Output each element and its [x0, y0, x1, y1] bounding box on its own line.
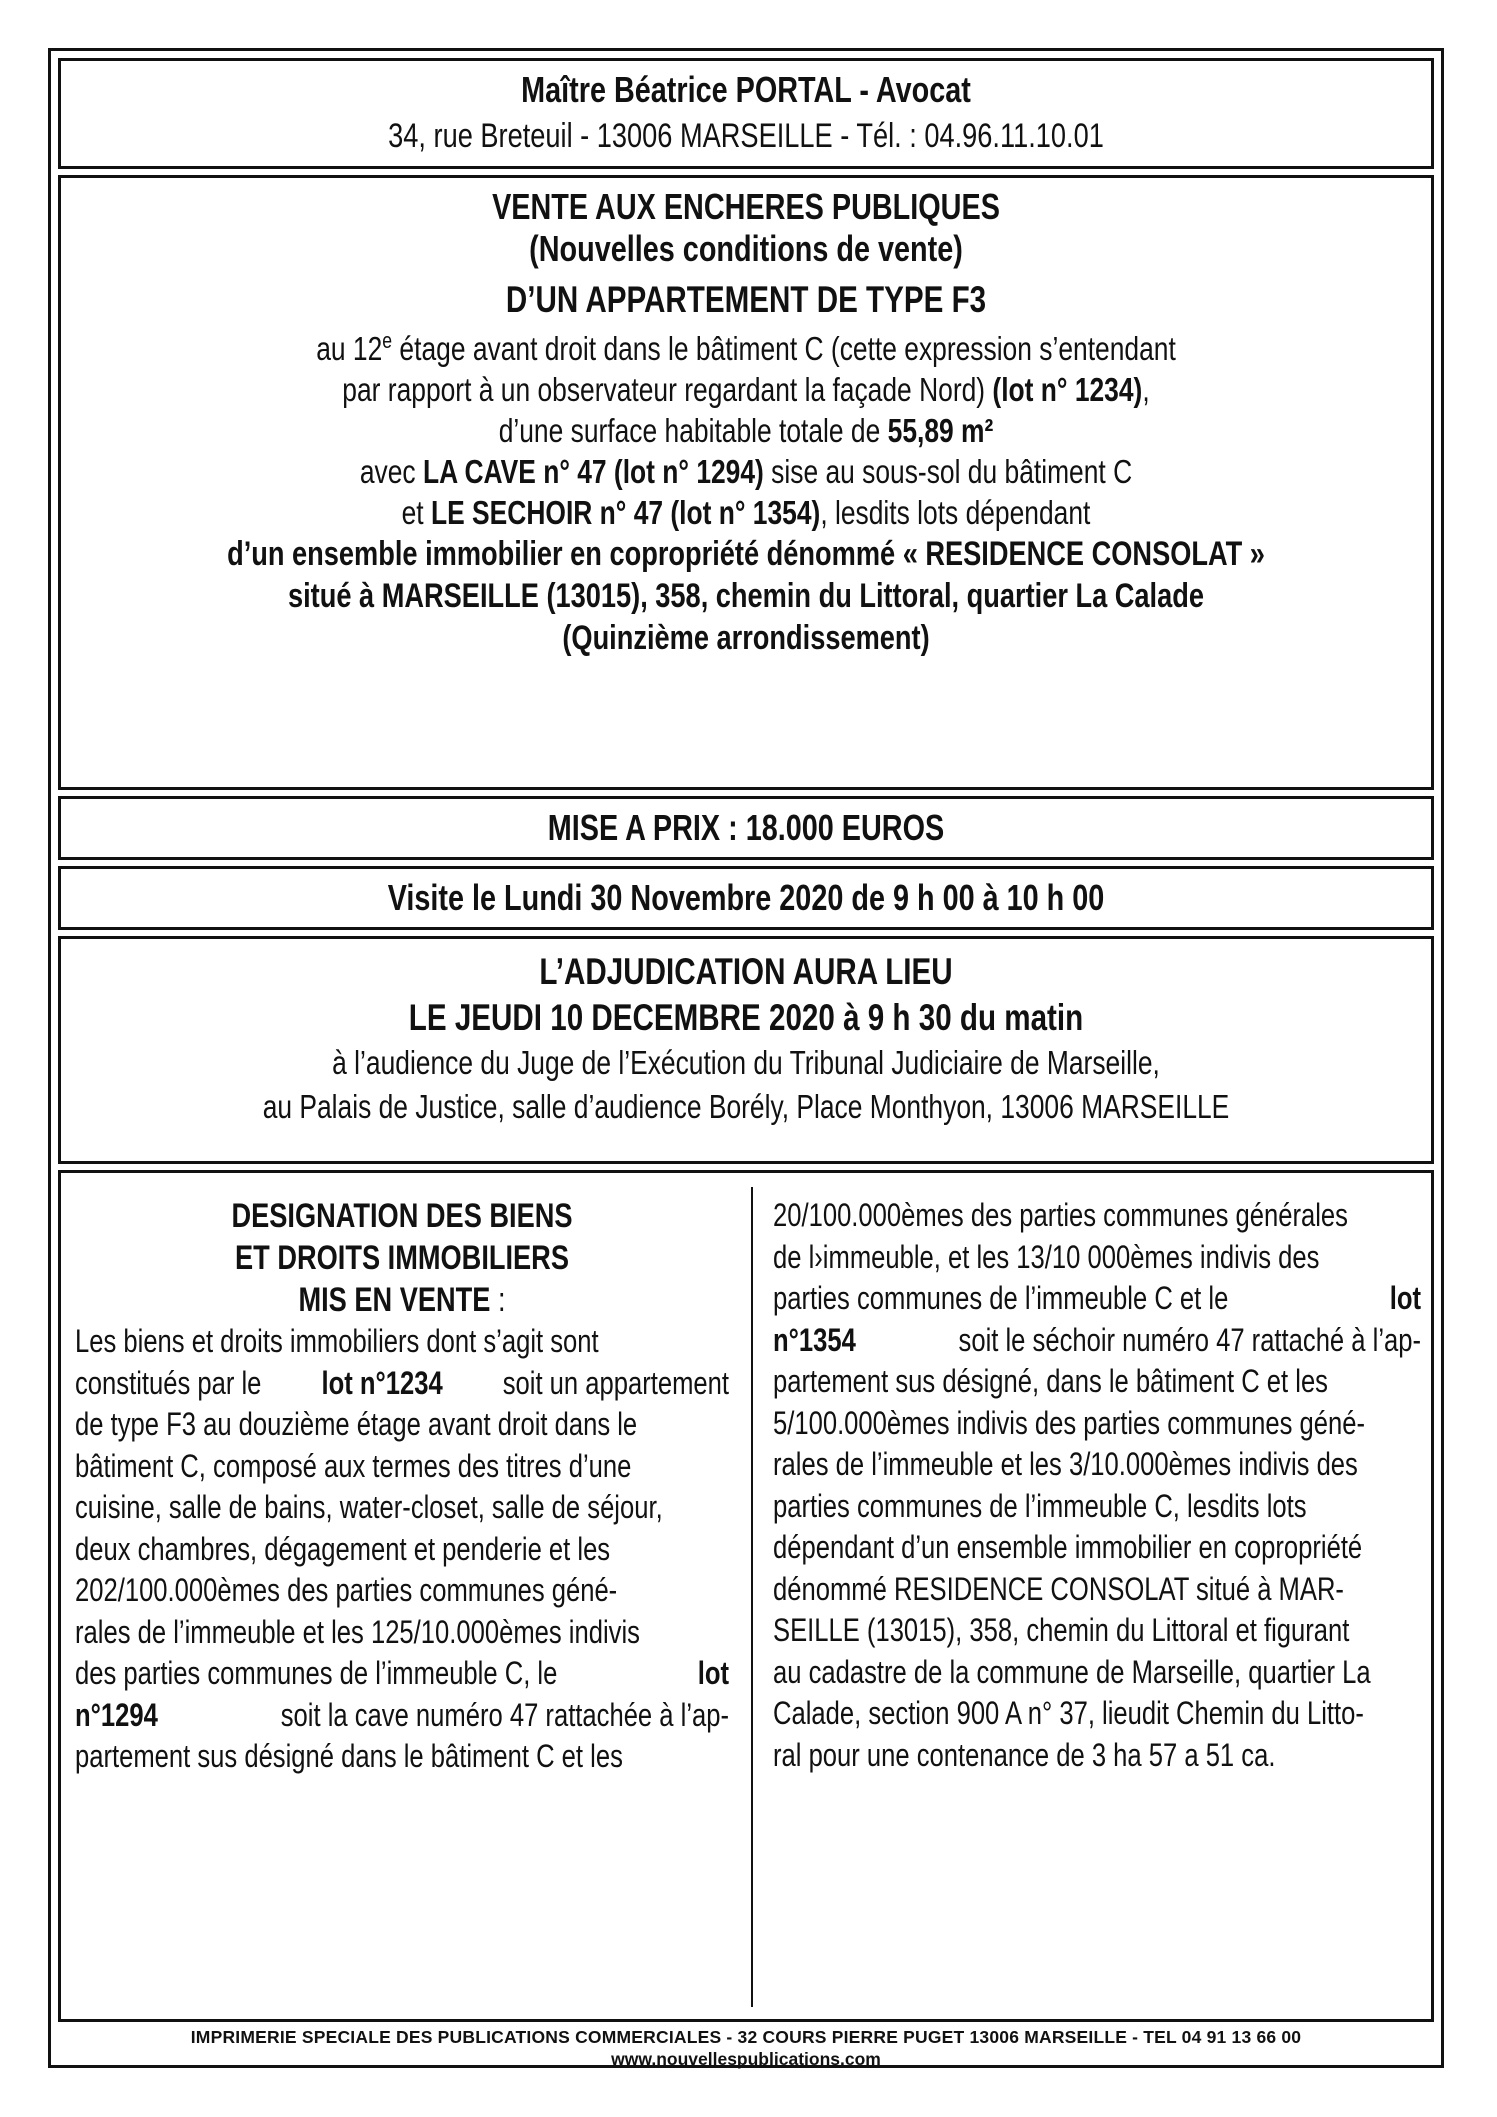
left-line: deux chambres, dégagement et penderie et les [75, 1530, 611, 1567]
left-line: bâtiment C, composé aux termes des titres d’une [75, 1447, 632, 1484]
lawyer-address: 34, rue Breteuil - 13006 MARSEILLE - Tél. : 04.96.11.10.01 [388, 117, 1104, 155]
right-line: dénommé RESIDENCE CONSOLAT situé à MAR- [773, 1570, 1344, 1607]
left-line: 202/100.000èmes des parties communes géné- [75, 1572, 618, 1608]
right-line-last: ral pour une contenance de 3 ha 57 a 51 ca. [773, 1736, 1276, 1773]
right-line: rales de l’immeuble et les 3/10.000èmes indivis des [773, 1446, 1358, 1482]
starting-price: MISE A PRIX : 18.000 EUROS [547, 807, 945, 848]
lawyer-box [58, 58, 1434, 169]
right-line: partement sus désigné, dans le bâtiment C et les [773, 1363, 1328, 1399]
adjudication-box [58, 936, 1434, 1164]
right-line: 5/100.000èmes indivis des parties communes géné- [773, 1404, 1365, 1441]
right-line: au cadastre de la commune de Marseille, quartier La [773, 1653, 1371, 1690]
right-line: SEILLE (13015), 358, chemin du Littoral et figurant [773, 1612, 1350, 1648]
visit-date: Visite le Lundi 30 Novembre 2020 de 9 h 00 à 10 h 00 [387, 877, 1105, 918]
visit-box [58, 866, 1434, 930]
description-line-1: au 12e étage avant droit dans le bâtiment C (cette expression s’entendant [316, 328, 1176, 367]
lawyer-name: Maître Béatrice PORTAL - Avocat [521, 69, 971, 110]
description-line-2: par rapport à un observateur regardant la façade Nord) (lot n° 1234), [342, 371, 1150, 408]
designation-left-column [75, 1195, 729, 1778]
designation-heading-3: MIS EN VENTE : [298, 1281, 506, 1319]
left-line: constitués par le lot n°1234 soit un appartement [75, 1364, 729, 1401]
printer-info: IMPRIMERIE SPECIALE DES PUBLICATIONS COMMERCIALES - 32 COURS PIERRE PUGET 13006 MARSEILLE - TEL 04 91 13 66 00 [190, 2027, 1302, 2047]
property-title: D’UN APPARTEMENT DE TYPE F3 [505, 279, 987, 320]
right-line: n°1354 soit le séchoir numéro 47 rattaché à l’ap- [773, 1321, 1421, 1358]
designation-right-column [773, 1195, 1421, 1776]
right-line: de l›immeuble, et les 13/10 000èmes indivis des [773, 1238, 1320, 1275]
sale-subtitle: (Nouvelles conditions de vente) [529, 228, 963, 269]
right-line: parties communes de l’immeuble C, lesdits lots [773, 1487, 1307, 1524]
left-line: partement sus désigné dans le bâtiment C et les [75, 1738, 623, 1774]
designation-heading-1: DESIGNATION DES BIENS [231, 1197, 573, 1235]
description-line-6: d’un ensemble immobilier en copropriété dénommé « RESIDENCE CONSOLAT » [227, 535, 1265, 573]
right-line: dépendant d’un ensemble immobilier en copropriété [773, 1529, 1363, 1565]
description-line-5: et LE SECHOIR n° 47 (lot n° 1354), lesdits lots dépendant [401, 494, 1091, 531]
left-line: n°1294 soit la cave numéro 47 rattachée à l’ap- [75, 1696, 729, 1733]
adjudication-court: à l’audience du Juge de l’Exécution du Tribunal Judiciaire de Marseille, [332, 1044, 1160, 1081]
designation-heading-2: ET DROITS IMMOBILIERS [235, 1239, 569, 1277]
description-line-8: (Quinzième arrondissement) [562, 619, 930, 657]
adjudication-place: au Palais de Justice, salle d’audience Borély, Place Monthyon, 13006 MARSEILLE [262, 1088, 1230, 1125]
adjudication-date: LE JEUDI 10 DECEMBRE 2020 à 9 h 30 du matin [408, 997, 1084, 1038]
left-line: Les biens et droits immobiliers dont s’agit sont [75, 1323, 599, 1359]
right-line: Calade, section 900 A n° 37, lieudit Chemin du Litto- [773, 1695, 1364, 1731]
printer-footer [58, 2026, 1434, 2070]
designation-box [58, 1170, 1434, 2022]
left-line: de type F3 au douzième étage avant droit dans le [75, 1406, 638, 1442]
sale-box [58, 175, 1434, 790]
left-line: rales de l’immeuble et les 125/10.000èmes indivis [75, 1613, 640, 1650]
right-line: 20/100.000èmes des parties communes générales [773, 1197, 1348, 1233]
price-box [58, 796, 1434, 860]
printer-website[interactable]: www.nouvellespublications.com [611, 2049, 881, 2069]
left-line: cuisine, salle de bains, water-closet, salle de séjour, [75, 1489, 663, 1525]
adjudication-title: L’ADJUDICATION AURA LIEU [539, 951, 953, 992]
description-line-7: situé à MARSEILLE (13015), 358, chemin du Littoral, quartier La Calade [288, 577, 1204, 615]
sale-title: VENTE AUX ENCHERES PUBLIQUES [492, 186, 1000, 227]
description-line-3: d’une surface habitable totale de 55,89 m² [498, 412, 994, 449]
right-line: parties communes de l’immeuble C et le lot [773, 1280, 1421, 1316]
description-line-4: avec LA CAVE n° 47 (lot n° 1294) sise au sous-sol du bâtiment C [359, 453, 1133, 490]
column-divider [751, 1187, 753, 2007]
left-line: des parties communes de l’immeuble C, le lot [75, 1655, 729, 1691]
